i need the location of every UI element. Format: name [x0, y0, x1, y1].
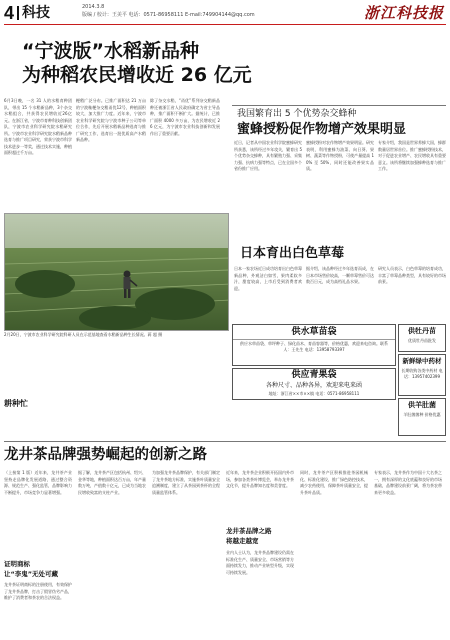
strawberry-story-column-1: 日本一家农场近日成功培育出白色草莓新品种，外观洁白如雪，果肉柔软多汁，甜度较高，上市后受到消费者欢迎。	[234, 266, 302, 291]
photo-caption: 2月20日，宁波市农业科学研究院科研人员在示范基地查看水稻新品种生长情况。蒋 超 摄	[4, 332, 163, 337]
ad2-title: 供应青果袋	[291, 370, 337, 380]
ad-fruit-bags	[232, 368, 396, 400]
lead-article-column-1: 6月3日晚，一名 31 人的水稻育种团队，带出 15 个水稻新品种，3个杂交水稻组合，共获得农民增收近26亿元。在浙江省，宁波市育种科技创新团队，宁波市农业科学研究院水稻研究所。宁波市农业科学研究院水稻新品种选育与推广项目研究，荣获宁波市科学技术进步一等奖，通过技术实施，种植面积超过千万亩。	[4, 98, 72, 155]
ad4-body: 长期收购各类中药材 电话：13957402399	[401, 368, 443, 379]
photo-kicker-label: 耕种忙	[4, 399, 28, 408]
page-number: 4	[4, 3, 15, 23]
ad-peony-seedlings	[398, 324, 446, 352]
tea-subhead-2-line2: 将越走越宽	[226, 537, 259, 545]
page-masthead	[4, 3, 446, 25]
ad4-title: 新鲜绿中药材	[402, 357, 442, 365]
lead-article-column-2: 粳稻广泛分布。已推广面积达 21 万亩的宁波籼粳杂交稻甬优12号，种植面积较大，加大推广力度。近年来，宁波市农业科学研究院与宁波市种子公司等单位合作，先后开展水稻新品种选育与推广研究工作，选育出一批优质高产水稻新品种。	[76, 98, 146, 142]
bee-story-column-2: 蜜蜂授粉对农作物增产效果明显。研究表明，利用蜜蜂为油菜、向日葵、果树、蔬菜等作物授粉，可使产量提高 10% 至 50%，同时还能改善果实品质。	[306, 140, 374, 171]
ad5-body: 羊肚菌菌种 价格优惠	[403, 412, 441, 417]
tea-story-column-3: 为加强龙井茶品牌保护，有关部门制定了龙井茶地方标准，实施茶叶质量安全追溯制度，建立了从茶园到茶杯的全程质量监管体系。	[152, 470, 220, 495]
bee-story-headline: 蜜蜂授粉促作物增产效果明显	[237, 122, 407, 137]
tea-story-top-rule	[4, 441, 446, 442]
tea-subhead-1-line2: 让“李鬼”无处可藏	[4, 570, 59, 578]
tea-story-column-5: 同时，龙井茶产区积极推进茶园机械化、标准化建设，推广绿色防控技术，减少农药使用，保障茶叶质量安全，提升茶叶品质。	[300, 470, 368, 495]
tea-subhead-1-line1: 证明商标	[4, 560, 30, 568]
ad-herbal-medicine	[398, 354, 446, 396]
section-name: 科技	[22, 5, 50, 21]
ad3-title: 供牡丹苗	[408, 327, 436, 335]
ad1-title: 供水草苗袋	[291, 327, 337, 337]
ad5-title: 供羊肚菌	[408, 401, 436, 409]
bee-story-subtitle: 我国繁育出 5 个优势杂交蜂种	[237, 109, 357, 119]
masthead-divider	[17, 6, 19, 20]
strawberry-story-headline: 日本育出白色草莓	[240, 246, 345, 261]
ad-water-grass-bags	[232, 324, 396, 366]
tea-story-column-1b: 龙井茶证明商标的注册使用，有效保护了龙井茶品牌，打击了假冒伪劣产品，维护了消费者和茶农的合法权益。	[4, 582, 72, 600]
rice-field-photo	[4, 213, 229, 331]
ad3-body: 优质牡丹苗批发	[408, 338, 436, 343]
tea-subhead-2-line1: 龙井茶品牌之路	[226, 527, 272, 535]
ad1-body: 供应水草苗袋、草坪种子、绿化苗木、育苗容器等，价格优惠，欢迎来电咨询。联系人：王先生 电话：13958793397	[240, 341, 388, 352]
ad-morel-mushroom	[398, 398, 446, 436]
lead-article-column-3: 除了杂交水稻，“甬优”系列杂交稻新品种还被浙江省人民政府确定为省主导品种，推广面积不断扩大。据统计，已推广面积 4000 多万亩，为农民增收近 26 亿元，为宁波市农业科技创新和发展作出了重要贡献。	[150, 98, 220, 136]
ad2-subtitle: 各种尺寸、品种各异，欢迎来电来函	[265, 382, 362, 389]
newspaper-logo: 浙江科技报	[363, 4, 444, 22]
ad2-body: 地址：浙江省××市××镇 电话：0571-86958111	[268, 391, 360, 396]
rice-field-illustration	[5, 214, 229, 331]
lead-headline-line1: “宁波版”水稻新品种	[22, 40, 199, 62]
ad1-divider	[233, 339, 395, 340]
tea-story-column-2: 据了解，龙井茶产区包括杭州、绍兴、金华等地，种植面积达百万亩，年产量数万吨，产值数十亿元，已成为当地农民增收致富的支柱产业。	[78, 470, 146, 495]
bee-story-column-3: 专家介绍，我国是世界养蜂大国，蜂群数量居世界首位。推广蜜蜂授粉技术，对于促进农业增产、农民增收具有重要意义。该所将继续加强蜂种选育与推广工作。	[378, 140, 446, 171]
lead-headline-line2: 为种稻农民增收近 26 亿元	[22, 64, 252, 86]
strawberry-story-column-3: 研究人员表示，白色草莓的培育成功，丰富了草莓品种类型，具有较好的市场前景。	[378, 266, 446, 284]
bee-story-column-1: 近日，记者从中国农业科学院蜜蜂研究所获悉，该所经过多年攻关，繁育出 5 个优势杂交蜂种，具有繁殖力强、采集力强、抗病力强等特点，已在全国多个省份推广应用。	[234, 140, 302, 171]
strawberry-story-column-2: 据介绍，该品种经过多年选育而成，在日本市场售价较高，一颗草莓售价可达数百日元，成为高档礼品水果。	[306, 266, 374, 284]
editor-contact-line: 版编 / 校计：王美平 电话：0571-86958111 E-mail:749904144@qq.com	[82, 12, 255, 18]
issue-date: 2014.3.8	[82, 4, 105, 10]
tea-story-column-1: （上接第 1 版）近年来，龙井茶产业坚持走品牌化发展道路，通过整合资源、规范生产、强化监管，品牌影响力不断提升，市场竞争力显著增强。	[4, 470, 72, 495]
tea-story-column-6: 专家表示，龙井茶作为中国十大名茶之一，拥有深厚的文化底蕴和良好的市场基础，品牌建设前景广阔，将为茶农带来更多收益。	[374, 470, 442, 495]
tea-story-headline: 龙井茶品牌强势崛起的创新之路	[4, 447, 207, 463]
tea-story-column-4: 近年来，龙井茶企业积极开拓国内外市场，参加各类茶叶博览会，举办龙井茶文化节，提升品牌知名度和美誉度。	[226, 470, 294, 488]
tea-story-column-4b: 业内人士认为，龙井茶品牌建设仍需在标准化生产、质量安全、市场营销等方面持续发力，推动产业转型升级，实现可持续发展。	[226, 550, 294, 575]
